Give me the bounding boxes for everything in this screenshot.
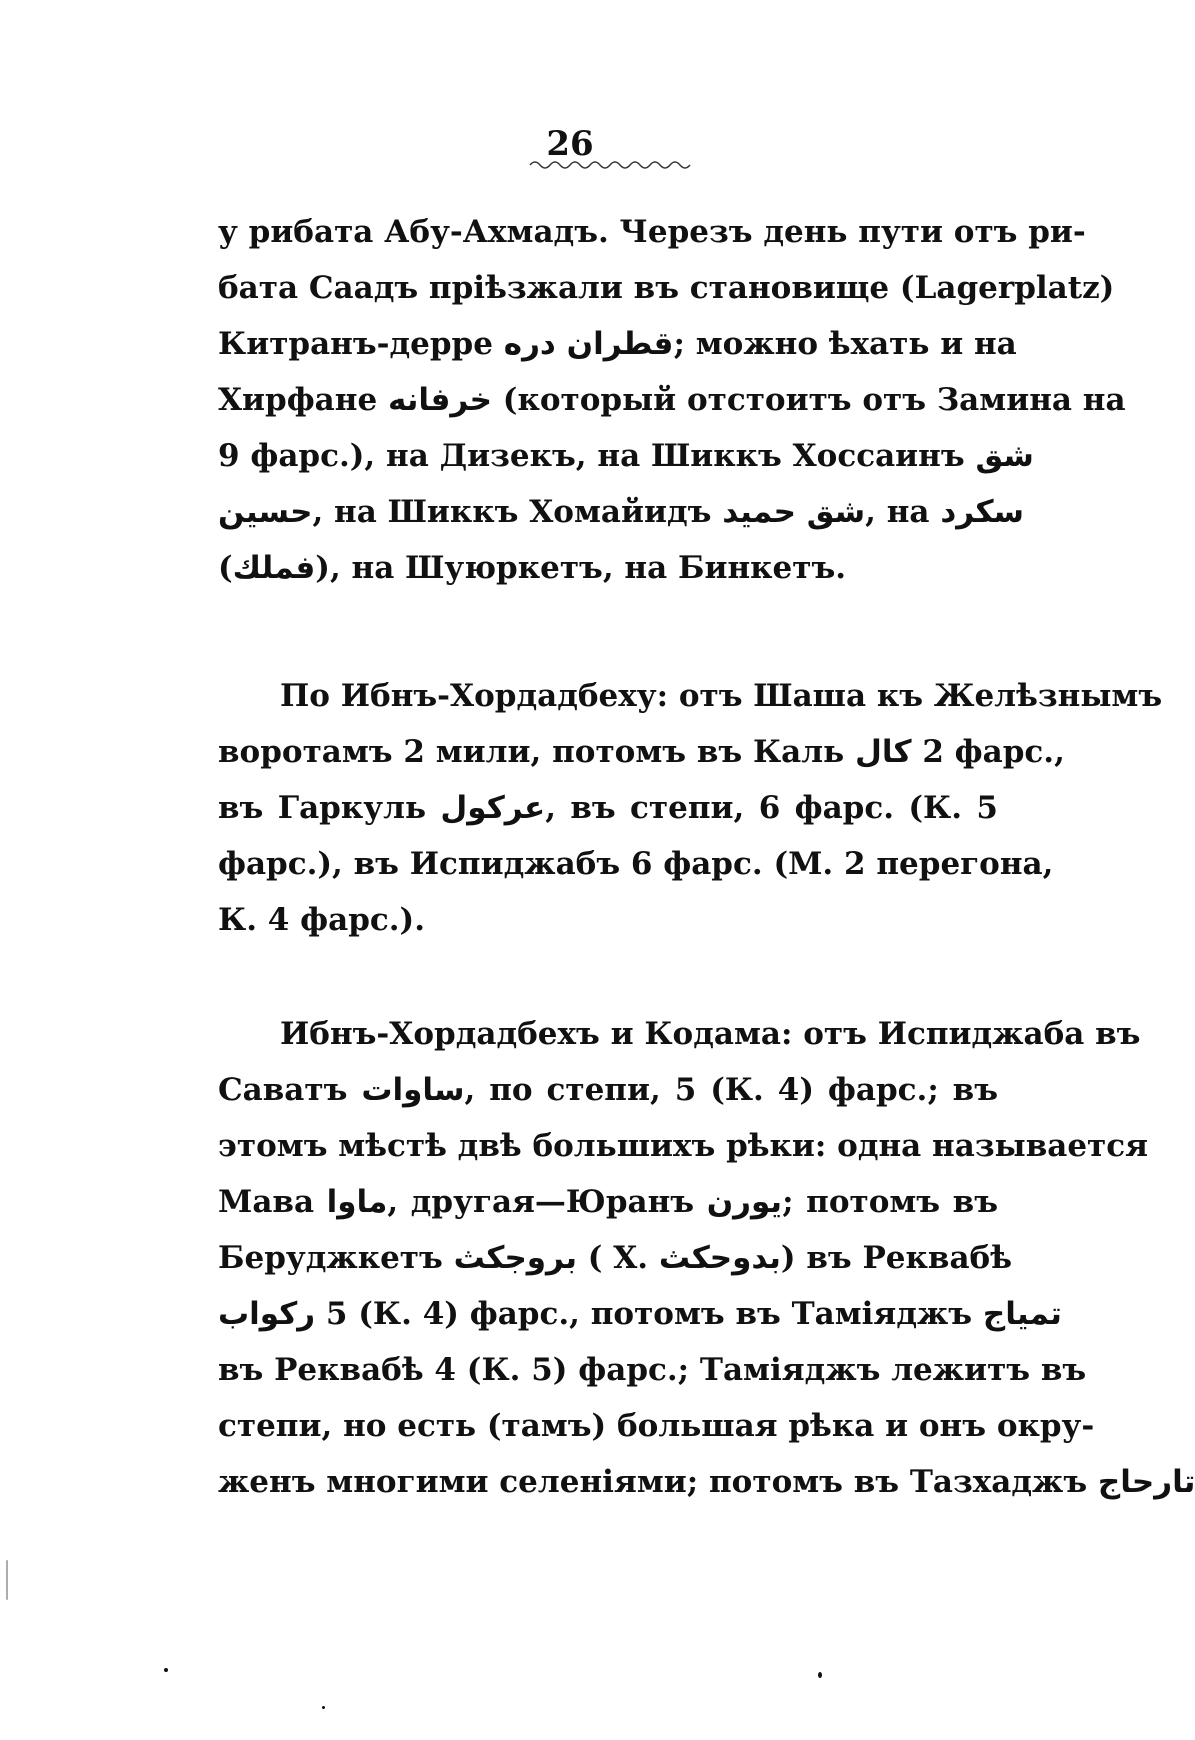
paragraph2-line1: По Ибнъ-Хордадбеху: отъ Шаша къ Желѣзнымъ [280,678,1163,714]
paragraph2-line5: К. 4 фарс.). [218,902,425,938]
paragraph2-line2 [218,732,1065,772]
arabic-text: يورن [706,1184,783,1220]
text-segment: 5 (К. 4) фарс., потомъ въ Таміяджъ [325,1296,973,1332]
paragraph3-line5 [218,1238,1012,1278]
arabic-text: كال [854,734,912,770]
arabic-text: بدوحكث [658,1240,781,1276]
text-segment: ; можно ѣхать и на [673,326,1017,362]
arabic-text: بروجكث [453,1240,577,1276]
text-segment: , на [865,494,930,530]
paragraph1-line7 [218,548,998,588]
paragraph1-line4 [218,380,1126,420]
text-segment: воротамъ 2 мили, потомъ въ Каль [218,734,845,770]
text-segment: , другая—Юранъ [387,1184,695,1220]
text-segment: ( [218,550,233,586]
arabic-text: فملك [232,550,316,586]
scan-speck [164,1668,168,1672]
paragraph3-line3: этомъ мѣстѣ двѣ большихъ рѣки: одна называется [218,1128,1149,1164]
text-segment: , въ степи, 6 фарс. (К. 5 [545,790,998,826]
paragraph3-line9 [218,1462,1195,1502]
text-segment: ; потомъ въ [782,1184,999,1220]
arabic-text: شق [975,438,1034,474]
scan-edge-mark [6,1560,8,1600]
arabic-text: حسين [218,494,313,530]
paragraph3-line7: въ Реквабѣ 4 (К. 5) фарс.; Таміяджъ лежитъ въ [218,1352,1087,1388]
text-segment: 2 фарс., [922,734,1065,770]
arabic-text: تمياج [982,1296,1062,1332]
arabic-text: تارحاج [1097,1464,1195,1500]
text-segment: (который отстоитъ отъ Замина на [502,382,1126,418]
text-segment: въ Гаркуль [218,790,426,826]
text-segment: , на Шиккъ Хомайидъ [312,494,712,530]
arabic-text: ركواب [218,1296,316,1332]
paragraph2-line3 [218,788,998,828]
text-segment: , по степи, 5 (К. 4) фарс.; въ [464,1072,999,1108]
text-segment: ), на Шуюркетъ, на Бинкетъ. [315,550,847,586]
paragraph3-line1: Ибнъ-Хордадбехъ и Кодама: отъ Испиджаба въ [280,1016,1141,1052]
text-segment: Саватъ [218,1072,348,1108]
paragraph3-line2 [218,1070,998,1110]
text-segment: женъ многими селеніями; потомъ въ Тазхаджъ [218,1464,1088,1500]
arabic-text: ماوا [326,1184,388,1220]
paragraph1-line6 [218,492,1025,532]
paragraph3-line4 [218,1182,998,1222]
arabic-text: ساوات [361,1072,465,1108]
text-segment: ( Х. [587,1240,649,1276]
scan-speck [322,1706,325,1709]
arabic-text: عركول [440,790,546,826]
text-segment: Беруджкетъ [218,1240,443,1276]
text-segment: Мава [218,1184,315,1220]
text-segment: Хирфане [218,382,378,418]
paragraph1-line3 [218,324,1017,364]
arabic-text: قطران دره [503,326,674,362]
paragraph3-line8: степи, но есть (тамъ) большая рѣка и онъ окру- [218,1408,1095,1444]
arabic-text: خرفانه [387,382,492,418]
wavy-ornament [530,158,690,172]
paragraph3-line6 [218,1294,1062,1334]
arabic-text: سكرد [940,494,1025,530]
paragraph2-line4: фарс.), въ Испиджабъ 6 фарс. (М. 2 перегона, [218,846,1054,882]
paragraph1-line5 [218,436,1034,476]
scan-speck [818,1672,822,1678]
text-segment: Китранъ-дерре [218,326,493,362]
paragraph1-line1: у рибата Абу-Ахмадъ. Черезъ день пути отъ ри- [218,214,1086,250]
paragraph1-line2: бата Саадъ пріѣзжали въ становище (Lagerplatz) [218,270,1115,306]
arabic-text: شق حميد [722,494,866,530]
text-segment: 9 фарс.), на Дизекъ, на Шиккъ Хоссаинъ [218,438,965,474]
page-number: 26 [546,124,594,164]
text-segment: ) въ Реквабѣ [780,1240,1012,1276]
